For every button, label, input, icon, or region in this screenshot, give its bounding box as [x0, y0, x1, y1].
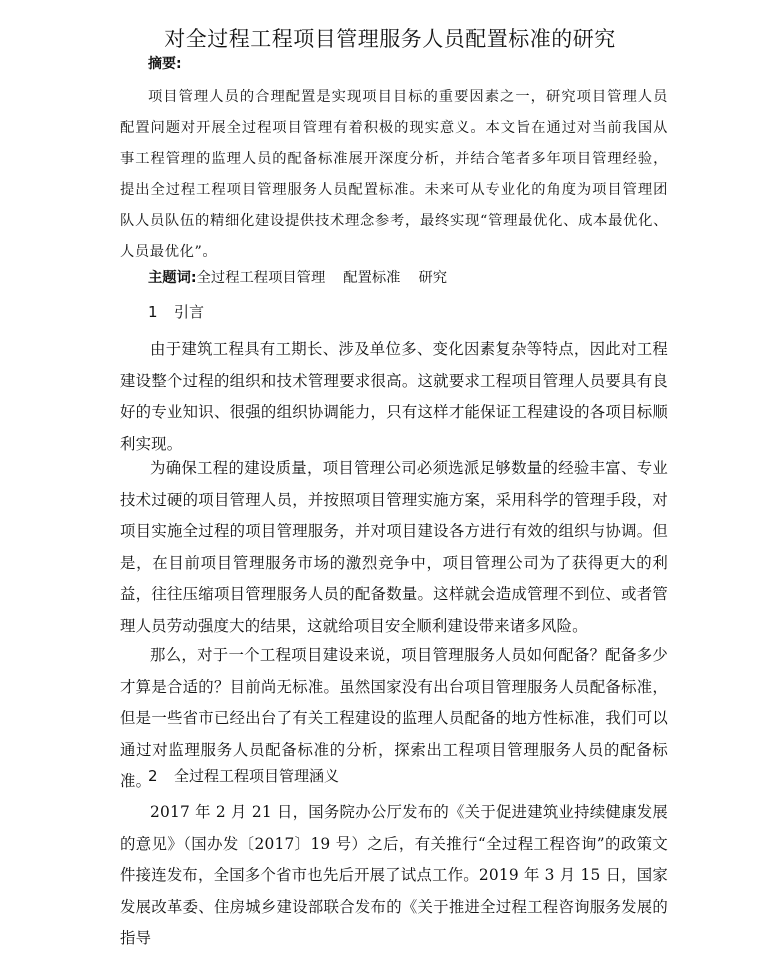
body-paragraph: 那么，对于一个工程项目建设来说，项目管理服务人员如何配备？配备多少才算是合适的？目前尚无标准。虽然国家没有出台项目管理服务人员配备标准，但是一些省市已经出台了有关工程建设的监理人员配备的地方性标准，我们可以通过对监理服务人员配备标准的分析，探索出工程项目管理服务人员的配备标准。	[120, 646, 668, 790]
section-number: 2	[148, 767, 158, 785]
abstract-text: 项目管理人员的合理配置是实现项目目标的重要因素之一，研究项目管理人员配置问题对开展全过程项目管理有着积极的现实意义。本文旨在通过对当前我国从事工程管理的监理人员的配备标准展开深度分析，并结合笔者多年项目管理经验，提出全过程工程项目管理服务人员配置标准。未来可从专业化的角度为项目管理团队人员队伍的精细化建设提供技术理念参考，最终实现“管理最优化、成本最优化、人员最优化”。	[120, 89, 668, 260]
abstract-label: 摘要:	[148, 56, 182, 72]
keywords-line	[148, 266, 447, 290]
section-heading-introduction	[148, 300, 204, 324]
keyword: 全过程工程项目管理	[196, 270, 326, 286]
keyword: 研究	[418, 270, 448, 286]
section-heading-definition	[148, 764, 339, 788]
keywords-label: 主题词:	[148, 270, 197, 286]
paper-title: 对全过程工程项目管理服务人员配置标准的研究	[164, 27, 616, 52]
section-title: 全过程工程项目管理涵义	[174, 767, 340, 785]
body-paragraph: 为确保工程的建设质量，项目管理公司必须选派足够数量的经验丰富、专业技术过硬的项目管理人员，并按照项目管理实施方案，采用科学的管理手段，对项目实施全过程的项目管理服务，并对项目建设各方进行有效的组织与协调。但是，在目前项目管理服务市场的激烈竞争中，项目管理公司为了获得更大的利益，往往压缩项目管理服务人员的配备数量。这样就会造成管理不到位、或者管理人员劳动强度大的结果，这就给项目安全顺利建设带来诸多风险。	[120, 459, 668, 635]
section-number: 1	[148, 303, 158, 321]
body-paragraph: 由于建筑工程具有工期长、涉及单位多、变化因素复杂等特点，因此对工程建设整个过程的组织和技术管理要求很高。这就要求工程项目管理人员要具有良好的专业知识、很强的组织协调能力，只有这样才能保证工程建设的各项目标顺利实现。	[120, 340, 668, 453]
section-title: 引言	[174, 303, 205, 321]
keyword: 配置标准	[343, 270, 401, 286]
body-paragraph: 2017 年 2 月 21 日，国务院办公厅发布的《关于促进建筑业持续健康发展的意见》（国办发〔2017〕19 号）之后，有关推行“全过程工程咨询”的政策文件接连发布，全国多个省市也先后开展了试点工作。2019 年 3 月 15 日，国家发展改革委、住房城乡建设部联合发布的《关于推进全过程工程咨询服务发展的指导	[120, 803, 668, 947]
